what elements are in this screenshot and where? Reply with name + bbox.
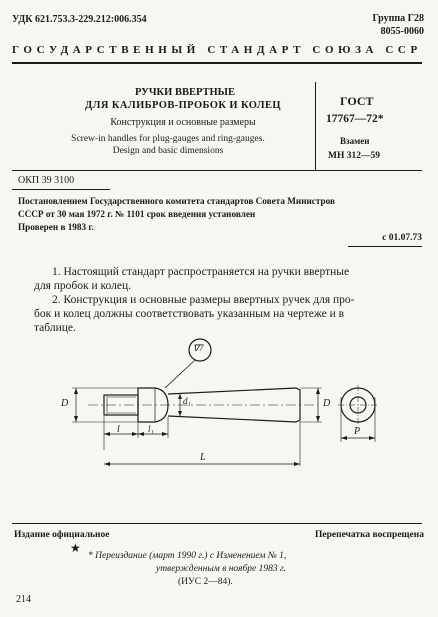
official-edition-label: Издание официальное xyxy=(14,530,110,540)
roughness-leader xyxy=(165,360,195,388)
title-line2: ДЛЯ КАЛИБРОВ-ПРОБОК И КОЛЕЦ xyxy=(85,100,281,111)
title-vertical-divider xyxy=(315,82,316,170)
okstu-code: 8055-0060 xyxy=(380,26,424,37)
roughness-label: ∇7 xyxy=(193,343,204,353)
title-english-line1: Screw-in handles for plug-gauges and ring-gauges. xyxy=(71,134,265,144)
dim-D-label: D xyxy=(61,398,69,409)
star-mark: ★ xyxy=(70,541,81,555)
gost-number: 17767—72* xyxy=(326,113,384,125)
page-number: 214 xyxy=(16,594,31,605)
paragraph-1-line2: для пробок и колец. xyxy=(34,280,131,292)
footer-divider xyxy=(12,523,422,524)
dim-l1-label: l₁ xyxy=(148,424,154,434)
footnote-line2: утвержденным в ноябре 1983 г. xyxy=(156,564,286,574)
dim-d1-label: d₁ xyxy=(183,396,191,406)
group-code: Группа Г28 xyxy=(372,13,424,24)
title-subtitle: Конструкция и основные размеры xyxy=(110,117,256,128)
title-bottom-divider xyxy=(12,170,422,171)
udk-code: УДК 621.753.3-229.212:006.354 xyxy=(12,14,147,25)
dim-L-label: L xyxy=(200,452,206,463)
dim-D-end-label: D xyxy=(323,398,331,409)
state-standard-title: ГОСУДАРСТВЕННЫЙ СТАНДАРТ СОЮЗА ССР xyxy=(12,44,422,56)
footnote-line3: (ИУС 2—84). xyxy=(178,577,233,587)
dim-P-label: P xyxy=(354,426,361,437)
footnote-line1: * Переиздание (март 1990 г.) с Изменением № 1, xyxy=(88,551,287,561)
title-english-line2: Design and basic dimensions xyxy=(112,146,224,156)
decree-date-underline xyxy=(348,246,422,247)
decree-line2: СССР от 30 мая 1972 г. № 1101 срок введения установлен xyxy=(18,209,256,219)
title-line1: РУЧКИ ВВЕРТНЫЕ xyxy=(134,87,235,98)
decree-line1: Постановлением Государственного комитета стандартов Совета Министров xyxy=(18,196,335,206)
paragraph-2-line3: таблице. xyxy=(34,322,76,334)
okp-underline xyxy=(12,189,110,190)
header-divider xyxy=(12,62,422,64)
paragraph-2-line1: 2. Конструкция и основные размеры ввертных ручек для про- xyxy=(52,294,355,306)
replaces-value: МН 312—59 xyxy=(328,151,380,161)
paragraph-1-line1: 1. Настоящий стандарт распространяется на ручки ввертные xyxy=(52,266,350,278)
decree-line3: Проверен в 1983 г. xyxy=(18,222,94,232)
dim-l-label: l xyxy=(117,424,120,435)
reprint-prohibited-label: Перепечатка воспрещена xyxy=(314,530,424,540)
decree-date: с 01.07.73 xyxy=(382,233,422,243)
okp-code: ОКП 39 3100 xyxy=(18,175,75,186)
replaces-label: Взамен xyxy=(340,136,370,146)
gost-label: ГОСТ xyxy=(340,94,374,108)
paragraph-2-line2: бок и колец должны соответствовать указанным на чертеже и в xyxy=(34,308,345,320)
